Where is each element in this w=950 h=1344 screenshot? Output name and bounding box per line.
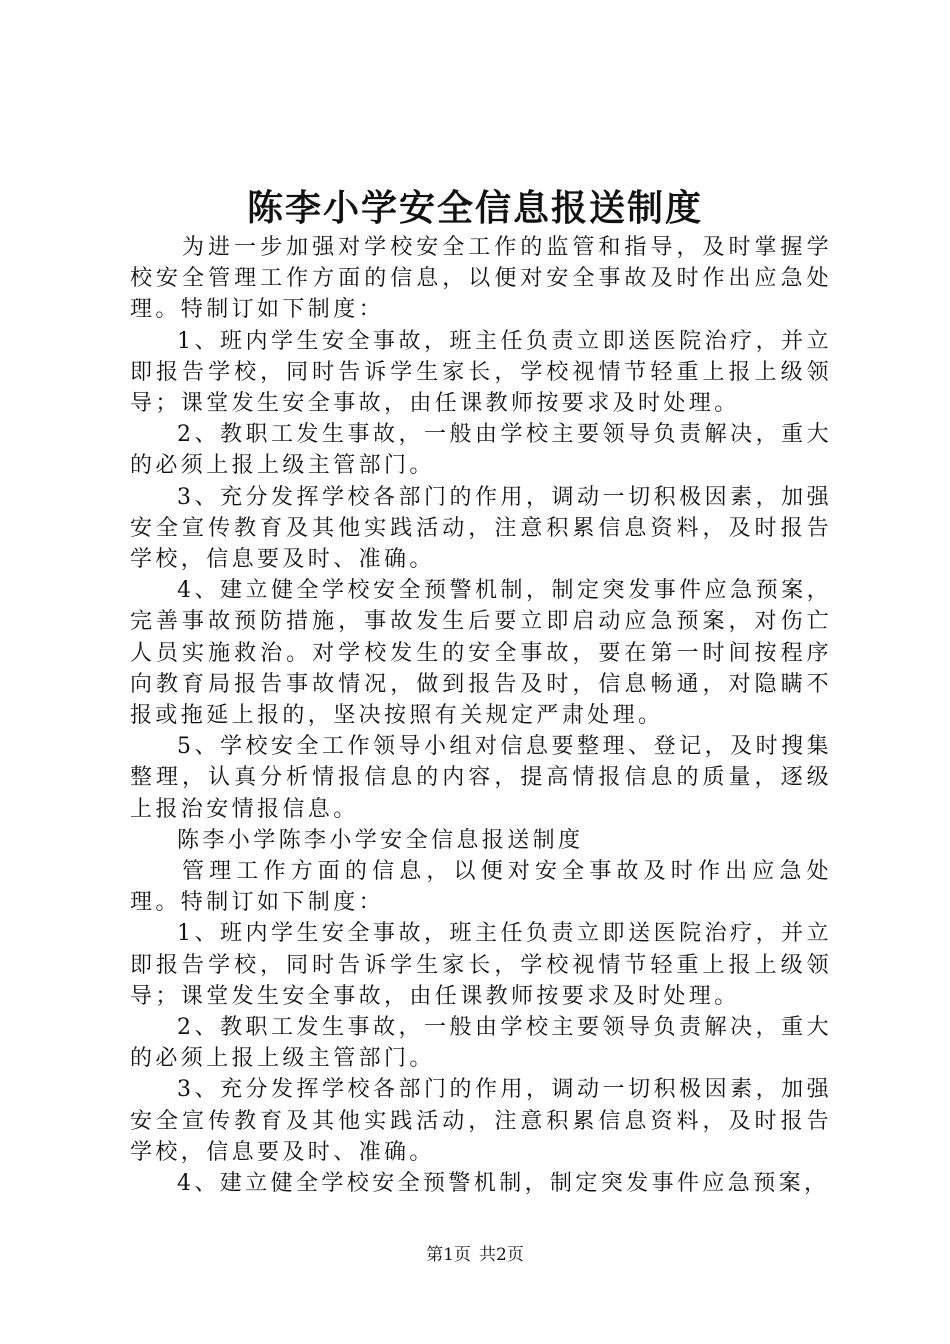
repeated-intro-paragraph: 管理工作方面的信息，以便对安全事故及时作出应急处理。特制订如下制度： xyxy=(130,859,832,916)
repeated-heading-line: 陈李小学陈李小学安全信息报送制度 xyxy=(177,827,584,853)
page-number: 第1页 xyxy=(426,1245,471,1265)
clause-3-paragraph: 3、充分发挥学校各部门的作用，调动一切积极因素，加强安全宣传教育及其他实践活动，注意积累信息资料，及时报告学校，信息要及时、准确。 xyxy=(130,484,832,573)
clause-2-paragraph: 2、教职工发生事故，一般由学校主要领导负责解决，重大的必须上报上级主管部门。 xyxy=(130,422,832,479)
page-footer xyxy=(0,1244,950,1266)
repeated-clause-4-paragraph: 4、建立健全学校安全预警机制，制定突发事件应急预案， xyxy=(177,1171,830,1197)
clause-4-paragraph: 4、建立健全学校安全预警机制，制定突发事件应急预案，完善事故预防措施，事故发生后要立即启动应急预案，对伤亡人员实施救治。对学校发生的安全事故，要在第一时间按程序向教育局报告事故情况，做到报告及时，信息畅通，对隐瞒不报或拖延上报的，坚决按照有关规定严肃处理。 xyxy=(130,578,832,729)
repeated-clause-3-paragraph: 3、充分发挥学校各部门的作用，调动一切积极因素，加强安全宣传教育及其他实践活动，注意积累信息资料，及时报告学校，信息要及时、准确。 xyxy=(130,1077,832,1165)
document-body xyxy=(130,232,832,1199)
repeated-clause-2-paragraph: 2、教职工发生事故，一般由学校主要领导负责解决，重大的必须上报上级主管部门。 xyxy=(130,1015,832,1072)
page-total: 共2页 xyxy=(479,1245,524,1265)
clause-5-paragraph: 5、学校安全工作领导小组对信息要整理、登记，及时搜集整理，认真分析情报信息的内容，提高情报信息的质量，逐级上报治安情报信息。 xyxy=(130,734,832,822)
document-title: 陈李小学安全信息报送制度 xyxy=(246,187,703,229)
clause-1-paragraph: 1、班内学生安全事故，班主任负责立即送医院治疗，并立即报告学校，同时告诉学生家长，学校视情节轻重上报上级领导；课堂发生安全事故，由任课教师按要求及时处理。 xyxy=(130,328,832,417)
intro-paragraph: 为进一步加强对学校安全工作的监管和指导，及时掌握学校安全管理工作方面的信息，以便对安全事故及时作出应急处理。特制订如下制度： xyxy=(130,235,832,323)
repeated-clause-1-paragraph: 1、班内学生安全事故，班主任负责立即送医院治疗，并立即报告学校，同时告诉学生家长，学校视情节轻重上报上级领导；课堂发生安全事故，由任课教师按要求及时处理。 xyxy=(130,921,832,1009)
